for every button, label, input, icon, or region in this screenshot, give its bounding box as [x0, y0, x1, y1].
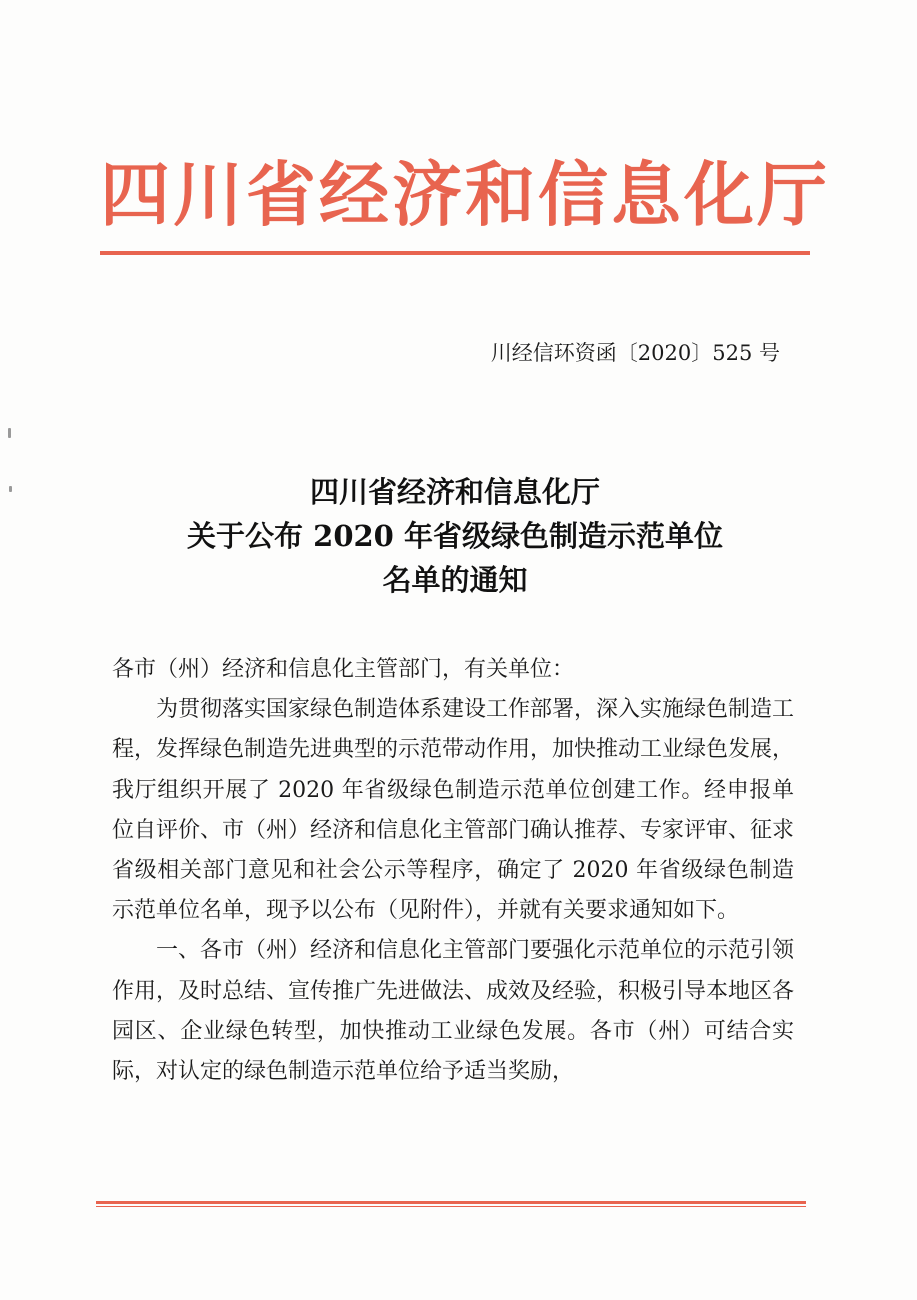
body-paragraph-2: 一、各市（州）经济和信息化主管部门要强化示范单位的示范引领作用，及时总结、宣传推广先进做法、成效及经验，积极引导本地区各园区、企业绿色转型，加快推动工业绿色发展。各市（州）可结合实际，对认定的绿色制造示范单位给予适当奖励， [112, 938, 795, 1085]
notice-title-line-2: 关于公布 2020 年省级绿色制造示范单位 [187, 519, 723, 553]
document-number: 川经信环资函〔2020〕525 号 [490, 341, 780, 365]
scan-binding-mark [9, 486, 12, 492]
notice-body [112, 650, 794, 1092]
scan-binding-mark [8, 428, 11, 438]
notice-title-line-1: 四川省经济和信息化厅 [309, 475, 600, 509]
header-red-rule [100, 251, 810, 255]
notice-title [110, 470, 800, 602]
body-paragraph-1: 为贯彻落实国家绿色制造体系建设工作部署，深入实施绿色制造工程，发挥绿色制造先进典型的示范带动作用，加快推动工业绿色发展，我厅组织开展了 2020 年省级绿色制造示范单位创建工作。经申报单位自评价、市（州）经济和信息化主管部门确认推荐、专家评审、征求省级相关部门意见和社会公示等程序，确定了 2020 年省级绿色制造示范单位名单，现予以公布（见附件），并就有关要求通知如下。 [112, 697, 795, 924]
notice-title-line-3: 名单的通知 [382, 563, 528, 597]
footer-red-rule [96, 1201, 806, 1204]
footer-red-rule-thin [96, 1206, 806, 1207]
salutation: 各市（州）经济和信息化主管部门，有关单位： [112, 657, 575, 682]
agency-header-title: 四川省经济和信息化厅 [100, 153, 830, 236]
